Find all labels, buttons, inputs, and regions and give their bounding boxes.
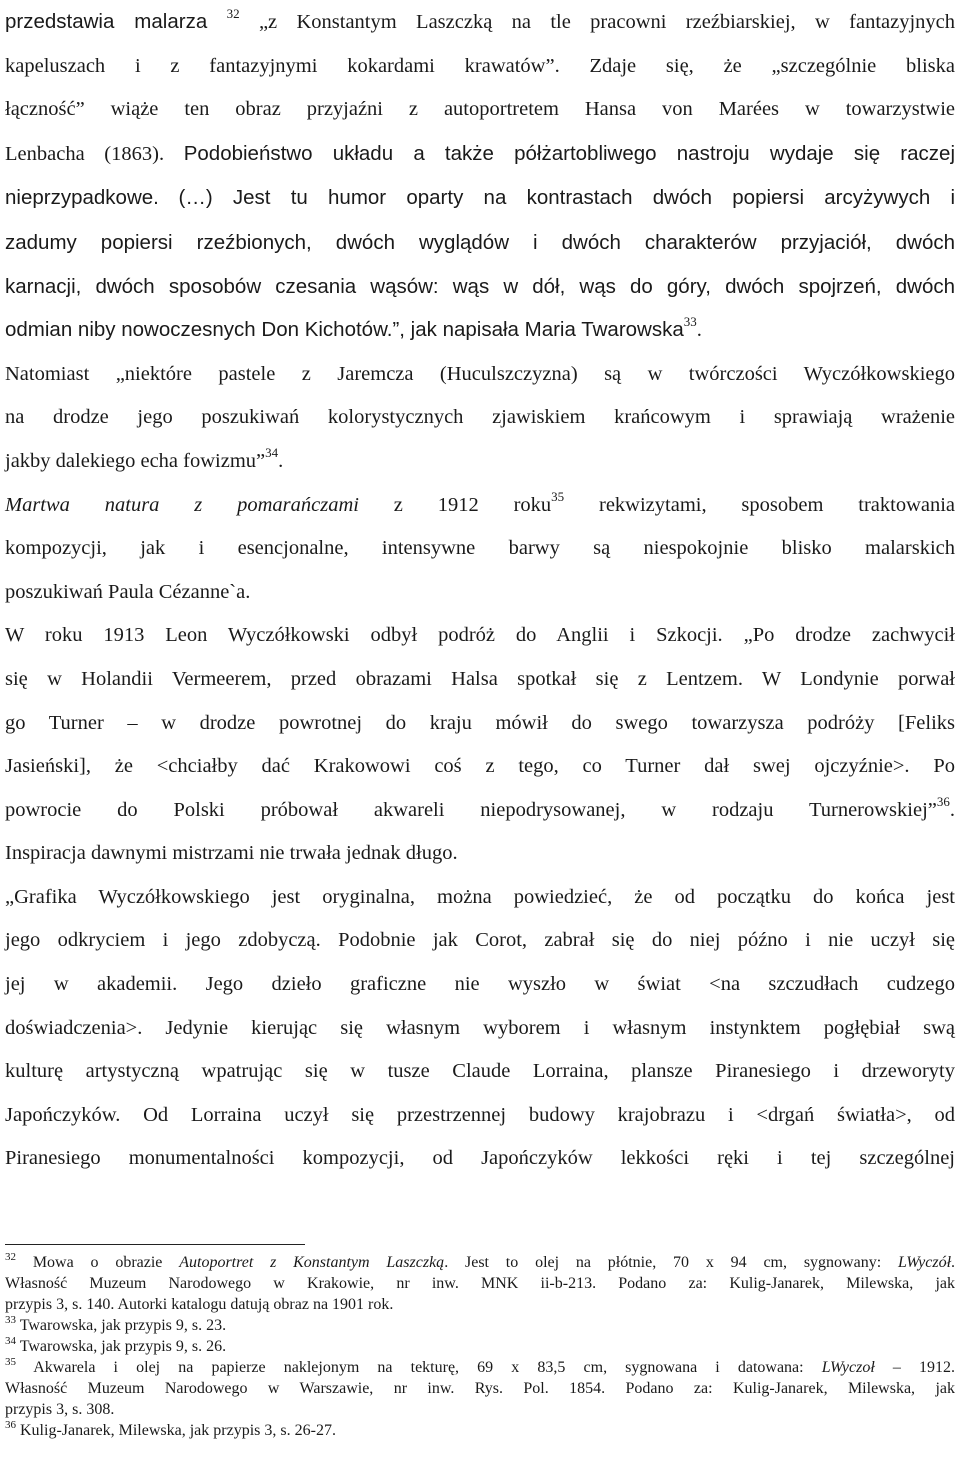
footnote-33: $^{33}$ Twarowska, jak przypis 9, s. 23.: [5, 1313, 227, 1334]
footnote-ref-36[interactable]: 36: [936, 793, 950, 809]
text-line: Piranesiego monumentalności kompozycji, od Japończyków lekkości ręki i tej szczególnej: [5, 1147, 955, 1170]
footnotes: [5, 1252, 955, 1441]
text-line: nieprzypadkowe. (…) Jest tu humor oparty na kontrastach dwóch popiersi arcyżywych i: [5, 186, 955, 210]
text-line: poszukiwań Paula Cézanne`a.: [5, 580, 251, 603]
text-line: jej w akademii. Jego dzieło graficzne nie wyszło w świat <na szczudłach cudzego: [5, 973, 955, 996]
footnote-35-line: Własność Muzeum Narodowego w Warszawie, nr inw. Rys. Pol. 1854. Podano za: Kulig-Janarek, Milewska, jak: [5, 1380, 955, 1397]
text-line: W roku 1913 Leon Wyczółkowski odbył podróż do Anglii i Szkocji. „Po drodze zachwycił: [5, 624, 955, 647]
footnote-ref-33[interactable]: 33: [683, 314, 697, 330]
text-line: Natomiast „niektóre pastele z Jaremcza (Huculszczyzna) są w twórczości Wyczółkowskiego: [5, 362, 955, 385]
main-text: [5, 0, 955, 1181]
text-line: Lenbacha (1863). Podobieństwo układu a także półżartobliwego nastroju wydaje się raczej: [5, 141, 955, 165]
text-line: powrocie do Polski próbował akwareli niepodrysowanej, w rodzaju Turnerowskiej”$^{36}$.: [5, 793, 955, 821]
text-line: jakby dalekiego echa fowizmu”$^{34}$.: [5, 445, 284, 472]
text-line: jego odkryciem i jego zdobyczą. Podobnie jak Corot, zabrał się do niej późno i nie uczył się: [5, 929, 955, 952]
text-line: „Grafika Wyczółkowskiego jest oryginalna, można powiedzieć, że od początku do końca jest: [5, 885, 955, 908]
text-line: kompozycji, jak i esencjonalne, intensywne barwy są niespokojnie blisko malarskich: [5, 537, 955, 560]
text-line: zadumy popiersi rzeźbionych, dwóch wyglądów i dwóch charakterów przyjaciół, dwóch: [5, 230, 955, 254]
text-line: doświadczenia>. Jedynie kierując się własnym wyborem i własnym instynktem pogłębiał swą: [5, 1016, 955, 1039]
text-line: na drodze jego poszukiwań kolorystycznych zjawiskiem krańcowym i sprawiają wrażenie: [5, 406, 955, 429]
text-line: Jasieński], że <chciałby dać Krakowowi coś z tego, co Turner dał swej ojczyźnie>. Po: [5, 755, 955, 778]
artwork-title: Martwa natura z pomarańczami: [5, 493, 359, 516]
text-line: kapeluszach i z fantazyjnymi kokardami krawatów”. Zdaje się, że „szczególnie bliska: [5, 54, 955, 77]
text-line: karnacji, dwóch sposobów czesania wąsów: wąs w dół, wąs do góry, dwóch spojrzeń, dwóch: [5, 274, 955, 298]
text-line: się w Holandii Vermeerem, przed obrazami Halsa spotkał się z Lentzem. W Londynie porwał: [5, 667, 955, 690]
footnote-ref-32[interactable]: 32: [226, 6, 240, 22]
footnote-35-line: przypis 3, s. 308.: [5, 1401, 115, 1418]
footnote-32: $^{32}$ Mowa o obrazie Autoportret z Konstantym Laszczką. Jest to olej na płótnie, 70 x 94 cm, sygnowany: LWyczół.: [5, 1250, 956, 1271]
footnote-32-line: przypis 3, s. 140. Autorki katalogu datują obraz na 1901 rok.: [5, 1296, 394, 1313]
text-line: Japończyków. Od Lorraina uczył się przestrzennej budowy krajobrazu i <drgań światła>, od: [5, 1103, 955, 1126]
text-line: Martwa natura z pomarańczami z 1912 roku$^{35}$ rekwizytami, sposobem traktowania: [5, 488, 956, 516]
text-line: łączność” wiąże ten obraz przyjaźni z autoportretem Hansa von Marées w towarzystwie: [5, 98, 955, 121]
footnote-36: $^{36}$ Kulig-Janarek, Milewska, jak przypis 3, s. 26-27.: [5, 1418, 336, 1439]
text-line: Inspiracja dawnymi mistrzami nie trwała jednak długo.: [5, 842, 458, 865]
footnote-35: $^{35}$ Akwarela i olej na papierze naklejonym na tekturę, 69 x 83,5 cm, sygnowana i datowana: LWyczoł – 1912.: [5, 1355, 956, 1376]
footnote-32-line: Własność Muzeum Narodowego w Krakowie, nr inw. MNK ii-b-213. Podano za: Kulig-Janarek, Milewska, jak: [5, 1275, 955, 1292]
text-line: kulturę artystyczną wpatrując się w tusze Claude Lorraina, plansze Piranesiego i drzeworyty: [5, 1060, 955, 1083]
text-line: go Turner – w drodze powrotnej do kraju mówił do swego towarzysza podróży [Feliks: [5, 711, 955, 734]
footnote-34: $^{34}$ Twarowska, jak przypis 9, s. 26.: [5, 1334, 227, 1355]
footnote-ref-34[interactable]: 34: [265, 445, 279, 461]
text-line: odmian niby nowoczesnych Don Kichotów.”, jak napisała Maria Twarowska$^{33}$.: [5, 314, 702, 342]
footnote-separator: [5, 1244, 305, 1245]
text-line: przedstawia malarza $^{32}$ „z Konstantym Laszczką na tle pracowni rzeźbiarskiej, w fantazyjnych: [5, 6, 956, 33]
footnote-ref-35[interactable]: 35: [551, 488, 565, 504]
